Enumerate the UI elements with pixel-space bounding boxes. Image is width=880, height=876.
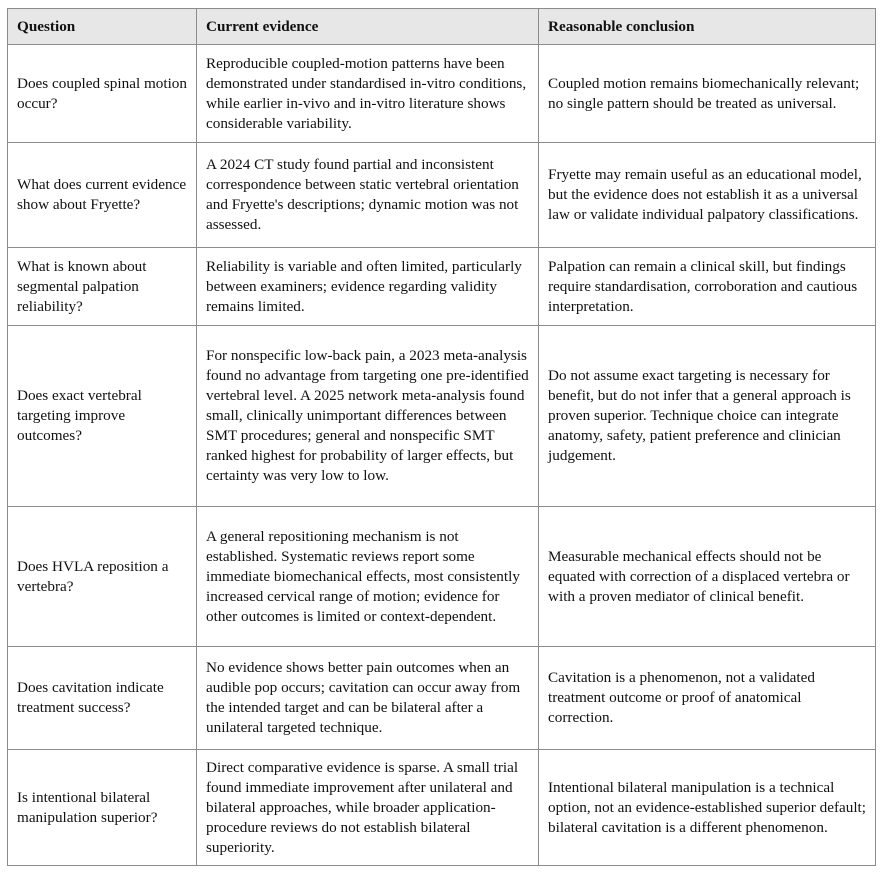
evidence-cell: A 2024 CT study found partial and inconsistent correspondence between static vertebral orientation and Fryette's descriptions; dynamic motion was not assessed. <box>197 143 539 248</box>
table-row <box>8 750 876 866</box>
evidence-cell: For nonspecific low-back pain, a 2023 meta-analysis found no advantage from targeting one pre-identified vertebral level. A 2025 network meta-analysis found small, clinically unimportant differences between SMT procedures; general and nonspecific SMT ranked highest for probability of larger effects, but certainty was very low to low. <box>197 326 539 507</box>
evidence-table <box>7 8 876 866</box>
evidence-cell: Reproducible coupled-motion patterns have been demonstrated under standardised in-vitro conditions, while earlier in-vivo and in-vitro literature shows considerable variability. <box>197 45 539 143</box>
table-row <box>8 248 876 326</box>
question-cell: Is intentional bilateral manipulation superior? <box>8 750 197 866</box>
conclusion-cell: Intentional bilateral manipulation is a technical option, not an evidence-established superior default; bilateral cavitation is a different phenomenon. <box>539 750 876 866</box>
table-row <box>8 143 876 248</box>
table-row <box>8 45 876 143</box>
header-question: Question <box>8 9 197 45</box>
evidence-cell: Reliability is variable and often limited, particularly between examiners; evidence regarding validity remains limited. <box>197 248 539 326</box>
conclusion-cell: Do not assume exact targeting is necessary for benefit, but do not infer that a general approach is proven superior. Technique choice can integrate anatomy, safety, patient preference and clinician judgement. <box>539 326 876 507</box>
evidence-cell: A general repositioning mechanism is not established. Systematic reviews report some immediate biomechanical effects, most consistently increased cervical range of motion; evidence for other outcomes is limited or context-dependent. <box>197 507 539 647</box>
question-cell: What does current evidence show about Fryette? <box>8 143 197 248</box>
conclusion-cell: Cavitation is a phenomenon, not a validated treatment outcome or proof of anatomical correction. <box>539 647 876 750</box>
table-row <box>8 507 876 647</box>
header-current-evidence: Current evidence <box>197 9 539 45</box>
table-row <box>8 647 876 750</box>
table-row <box>8 326 876 507</box>
evidence-cell: Direct comparative evidence is sparse. A small trial found immediate improvement after unilateral and bilateral approaches, while broader application-procedure reviews do not establish bilateral superiority. <box>197 750 539 866</box>
question-cell: Does HVLA reposition a vertebra? <box>8 507 197 647</box>
conclusion-cell: Fryette may remain useful as an educational model, but the evidence does not establish it as a universal law or validate individual palpatory classifications. <box>539 143 876 248</box>
question-cell: Does exact vertebral targeting improve outcomes? <box>8 326 197 507</box>
conclusion-cell: Measurable mechanical effects should not be equated with correction of a displaced vertebra or with a proven mediator of clinical benefit. <box>539 507 876 647</box>
conclusion-cell: Palpation can remain a clinical skill, but findings require standardisation, corroboration and cautious interpretation. <box>539 248 876 326</box>
question-cell: What is known about segmental palpation reliability? <box>8 248 197 326</box>
header-reasonable-conclusion: Reasonable conclusion <box>539 9 876 45</box>
evidence-cell: No evidence shows better pain outcomes when an audible pop occurs; cavitation can occur away from the intended target and can be bilateral after a unilateral targeted technique. <box>197 647 539 750</box>
conclusion-cell: Coupled motion remains biomechanically relevant; no single pattern should be treated as universal. <box>539 45 876 143</box>
header-row <box>8 9 876 45</box>
question-cell: Does coupled spinal motion occur? <box>8 45 197 143</box>
question-cell: Does cavitation indicate treatment success? <box>8 647 197 750</box>
